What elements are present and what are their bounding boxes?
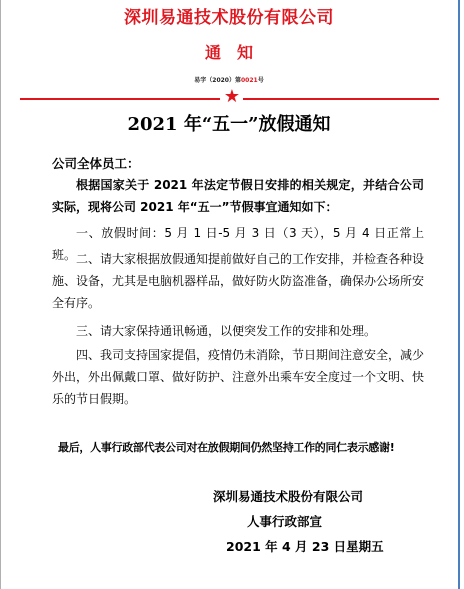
- star-icon: ★: [223, 86, 241, 107]
- document-title: 2021 年“五一”放假通知: [127, 114, 331, 135]
- item-safety: 四、我司支持国家提倡，疫情仍未消除，节日期间注意安全，减少外出，外出佩戴口罩、做好防护、注意外出乘车安全度过一个文明、快乐的节日假期。: [52, 348, 425, 406]
- header-divider-right: [243, 98, 439, 100]
- salutation: 公司全体员工：: [52, 156, 140, 171]
- item-holiday-time: 一、放假时间：5 月 1 日-5 月 3 日（3 天），5 月 4 日正常上班。: [52, 226, 424, 262]
- signature-company: 深圳易通技术股份有限公司: [213, 489, 364, 504]
- document-number: [0, 75, 458, 84]
- signature-date: 2021 年 4 月 23 日星期五: [226, 539, 384, 554]
- document-number-value: 0021: [240, 77, 258, 84]
- closing-remark: 最后，人事行政部代表公司对在放假期间仍然坚持工作的同仁表示感谢!: [58, 441, 395, 454]
- header-divider-left: [20, 98, 220, 100]
- item-work-arrangement: 二、请大家根据放假通知提前做好自己的工作安排，并检查各种设施、设备，尤其是电脑机器样品，做好防火防盗准备，确保办公场所安全有序。: [52, 252, 425, 310]
- document-number-suffix: 号: [257, 77, 264, 84]
- document-number-prefix: 易字（2020）第: [194, 77, 241, 84]
- page-edge-left: [0, 0, 1, 589]
- signature-department: 人事行政部宣: [247, 514, 323, 529]
- intro-paragraph: 根据国家关于 2021 年法定节假日安排的相关规定，并结合公司实际，现将公司 2021 年“五一”节假事宜通知如下：: [52, 178, 424, 214]
- notice-header: 通 知: [204, 43, 253, 62]
- item-communication: 三、请大家保持通讯畅通，以便突发工作的安排和处理。: [76, 324, 377, 338]
- page-edge-right: [458, 0, 460, 589]
- company-header: 深圳易通技术股份有限公司: [124, 8, 334, 28]
